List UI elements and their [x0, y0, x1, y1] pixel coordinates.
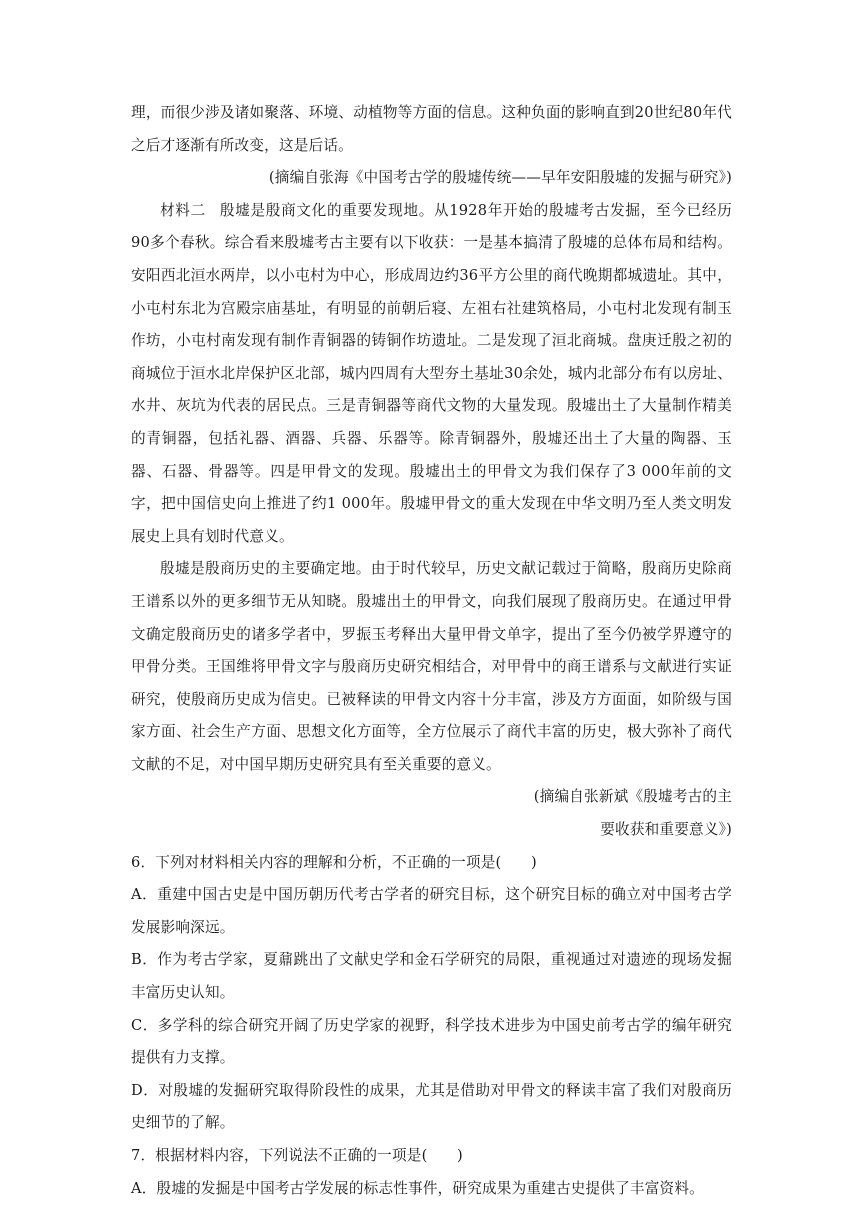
question-7-option-a: A．殷墟的发掘是中国考古学发展的标志性事件，研究成果为重建古史提供了丰富资料。	[131, 1179, 704, 1197]
source-citation-2-line-2: 要收获和重要意义》)	[600, 821, 732, 839]
question-6-option-a: A．重建中国古史是中国历朝历代考古学者的研究目标，这个研究目标的确立对中国考古学发展影响深远。	[131, 886, 732, 936]
passage-continuation: 理，而很少涉及诸如聚落、环境、动植物等方面的信息。这种负面的影响直到20世纪80年代之后才逐渐有所改变，这是后话。	[131, 104, 732, 154]
source-citation-1: (摘编自张海《中国考古学的殷墟传统——早年安阳殷墟的发掘与研究》)	[268, 169, 732, 187]
material-2-paragraph-2: 殷墟是殷商历史的主要确定地。由于时代较早，历史文献记载过于简略，殷商历史除商王谱系以外的更多细节无从知晓。殷墟出土的甲骨文，向我们展现了殷商历史。在通过甲骨文确定殷商历史的诸多学者中，罗振玉考释出大量甲骨文单字，提出了至今仍被学界遵守的甲骨分类。王国维将甲骨文字与殷商历史研究相结合，对甲骨中的商王谱系与文献进行实证研究，使殷商历史成为信史。已被释读的甲骨文内容十分丰富，涉及方方面面，如阶级与国家方面、社会生产方面、思想文化方面等，全方位展示了商代丰富的历史，极大弥补了商代文献的不足，对中国早期历史研究具有至关重要的意义。	[131, 560, 732, 773]
material-2-label: 材料二	[160, 201, 206, 219]
material-2-paragraph-1	[131, 195, 732, 554]
document-page	[131, 97, 732, 1205]
question-7-stem: 7．根据材料内容，下列说法不正确的一项是( )	[131, 1147, 463, 1164]
material-2-text-1: 殷墟是殷商文化的重要发现地。从1928年开始的殷墟考古发掘，至今已经历90多个春秋。综合看来殷墟考古主要有以下收获：一是基本搞清了殷墟的总体布局和结构。安阳西北洹水两岸，以小屯村为中心，形成周边约36平方公里的商代晚期都城遗址。其中，小屯村东北为宫殿宗庙基址，有明显的前朝后寝、左祖右社建筑格局，小屯村北发现有制玉作坊，小屯村南发现有制作青铜器的铸铜作坊遗址。二是发现了洹北商城。盘庚迁殷之初的商城位于洹水北岸保护区北部，城内四周有大型夯土基址30余处，城内北部分布有以房址、水井、灰坑为代表的居民点。三是青铜器等商代文物的大量发现。殷墟出土了大量制作精美的青铜器，包括礼器、酒器、兵器、乐器等。除青铜器外，殷墟还出土了大量的陶器、玉器、石器、骨器等。四是甲骨文的发现。殷墟出土的甲骨文为我们保存了3 000年前的文字，把中国信史向上推进了约1 000年。殷墟甲骨文的重大发现在中华文明乃至人类文明发展史上具有划时代意义。	[131, 201, 732, 545]
source-citation-2-line-1: (摘编自张新斌《殷墟考古的主	[533, 788, 732, 806]
question-6-option-c: C．多学科的综合研究开阔了历史学家的视野，科学技术进步为中国史前考古学的编年研究提供有力支撑。	[131, 1016, 732, 1067]
question-6-option-d: D．对殷墟的发掘研究取得阶段性的成果，尤其是借助对甲骨文的释读丰富了我们对殷商历史细节的了解。	[131, 1081, 732, 1132]
question-6-option-b: B．作为考古学家，夏鼐跳出了文献史学和金石学研究的局限，重视通过对遗迹的现场发掘丰富历史认知。	[131, 951, 732, 1002]
question-6-stem: 6．下列对材料相关内容的理解和分析，不正确的一项是( )	[131, 853, 537, 871]
